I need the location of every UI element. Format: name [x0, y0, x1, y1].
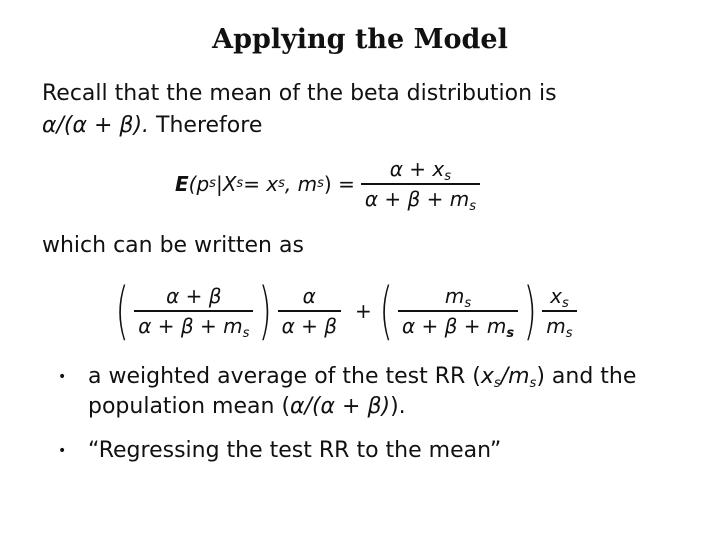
right-paren-1: ) [258, 274, 273, 347]
eq2-f3-den-sub: s [506, 326, 515, 341]
eq2-f3-num-sub: s [464, 296, 472, 311]
eq2-f3-den-text: α + β + m [401, 314, 507, 338]
bullet-regressing [58, 436, 698, 468]
intro-therefore: Therefore [156, 113, 263, 138]
expectation-equation: E (p s |X s = x s , m s ) = $\frac{\alpha + x_s}{\alpha + \beta + m_s}$ [175, 152, 486, 216]
eq2-f4-den [542, 310, 576, 341]
left-paren-1: ( [115, 274, 129, 347]
eq1-den-text: α + β + m [364, 187, 470, 211]
left-paren-2: ( [379, 274, 393, 347]
intro-line-2 [42, 110, 262, 142]
bullet-2-text: “Regressing the test RR to the mean” [88, 438, 502, 463]
bullet-1-line1-a: a weighted average of the test RR ( [88, 364, 481, 389]
bullet-1-line1-b: ) and the [536, 364, 637, 389]
intro-mean-formula: α/(α + β). [42, 113, 150, 138]
eq2-f1-den [134, 310, 253, 341]
eq1-lhs-eqx: = x [243, 172, 279, 196]
eq1-numerator [386, 157, 455, 183]
eq2-f4-den-text: m [546, 314, 566, 338]
eq1-lhs-close: ) = [323, 172, 355, 196]
eq1-denominator [361, 183, 480, 214]
eq2-fraction-4 [542, 284, 576, 341]
bullet-1-m: /m [500, 364, 530, 389]
eq2-f4-num-text: x [550, 284, 562, 308]
eq2-f3-num-text: m [444, 284, 465, 308]
eq1-fraction [361, 157, 480, 214]
bullet-1-sub1: s [493, 376, 501, 391]
eq2-f4-num-sub: s [561, 296, 569, 311]
eq1-lhs-x: |X [215, 172, 237, 196]
eq2-f1-den-sub: s [242, 326, 250, 341]
eq2-fraction-2 [278, 284, 341, 338]
eq1-lhs-m: , m [284, 172, 318, 196]
bullet-1-pop-formula: α/(α + β) [290, 394, 391, 419]
eq2-plus: + [354, 299, 372, 323]
eq1-num-sub: s [444, 169, 452, 184]
eq1-den-sub: s [469, 199, 476, 214]
bullet-1-text [88, 362, 636, 422]
bullet-dot-1: • [58, 369, 67, 385]
eq2-fraction-1 [134, 284, 253, 341]
eq1-e: E [175, 172, 189, 196]
eq2-f3-den [398, 310, 518, 341]
bullet-weighted-average [58, 362, 698, 424]
weighted-equation [116, 276, 583, 346]
eq1-num-text: α + x [389, 157, 445, 181]
eq2-f4-den-sub: s [565, 326, 573, 341]
eq2-f2-den: α + β [278, 310, 341, 338]
eq2-f1-den-text: α + β + m [138, 314, 243, 338]
bullet-1-sub2: s [529, 376, 537, 391]
intro-line-1: Recall that the mean of the beta distribution is [42, 81, 557, 106]
eq2-f2-num: α [302, 284, 316, 308]
bullet-dot-2: • [58, 443, 67, 459]
right-paren-2: ) [523, 274, 537, 347]
eq2-fraction-3 [398, 284, 518, 341]
bullet-1-line2-b: ). [390, 394, 406, 419]
bullet-1-x: x [480, 364, 494, 389]
slide-title: Applying the Model [212, 24, 508, 55]
eq2-f1-num: α + β [166, 284, 222, 308]
eq1-lhs-p: (p [188, 172, 210, 196]
written-as-line: which can be written as [42, 233, 304, 258]
bullet-1-line2-a: population mean ( [88, 394, 291, 419]
eq2-f3-num [441, 284, 475, 310]
eq2-f4-num [546, 284, 573, 310]
